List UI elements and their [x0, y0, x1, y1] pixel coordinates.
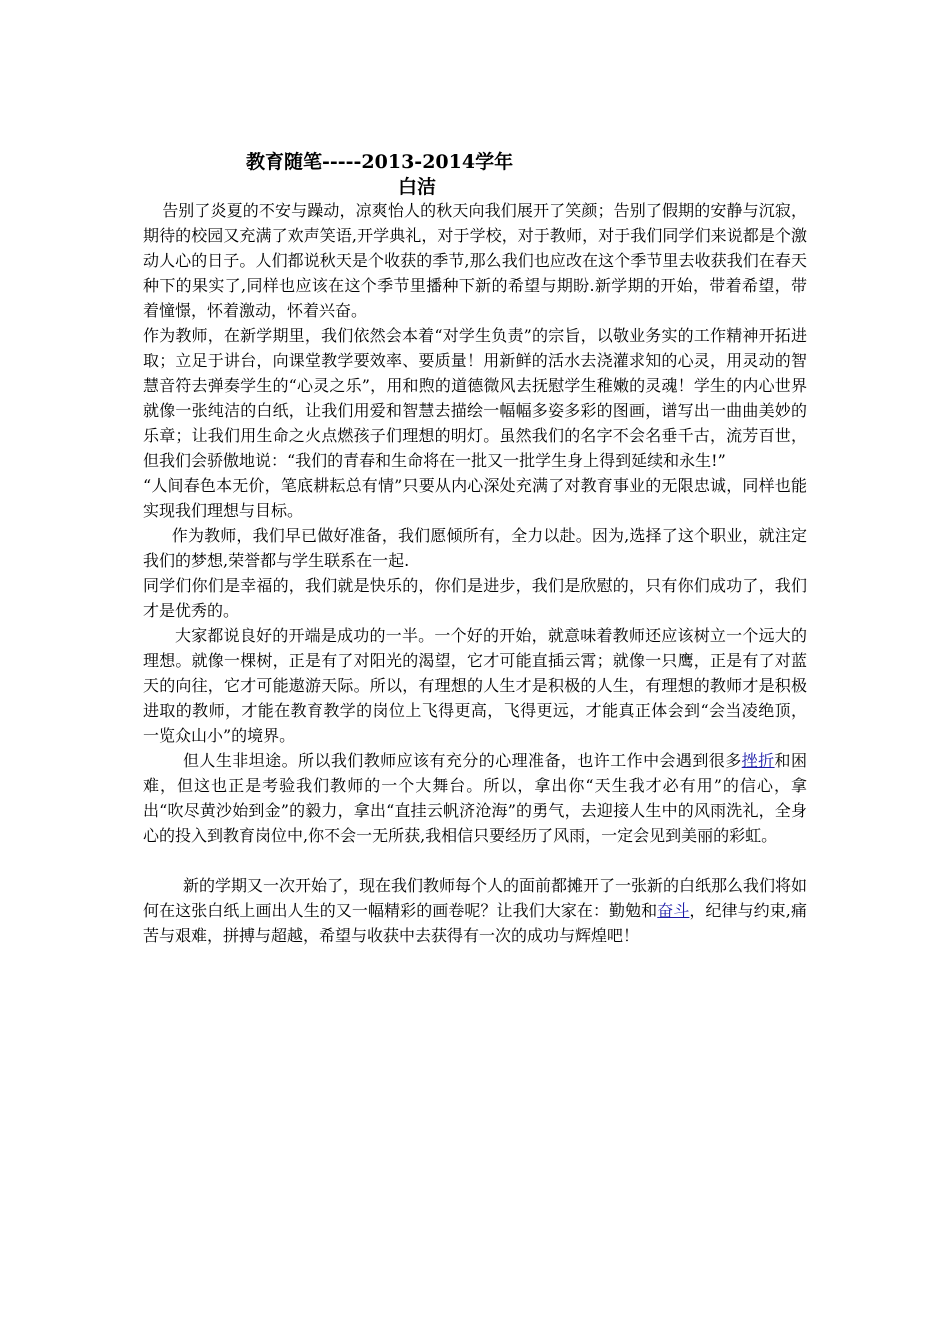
paragraph-8-text-before: 新的学期又一次开始了，现在我们教师每个人的面前都摊开了一张新的白纸那么我们将如何在这张白纸上画出人生的又一幅精彩的画卷呢？让我们大家在：勤勉和 — [143, 876, 808, 920]
paragraph-1: 告别了炎夏的不安与躁动，凉爽怡人的秋天向我们展开了笑颜；告别了假期的安静与沉寂，期待的校园又充满了欢声笑语,开学典礼，对于学校，对于教师，对于我们同学们来说都是个激动人心的日子。人们都说秋天是个收获的季节,那么我们也应改在这个季节里去收获我们在春天种下的果实了,同样也应该在这个季节里播种下新的希望与期盼.新学期的开始，带着希望，带着憧憬，怀着激动，怀着兴奋。 — [143, 201, 807, 320]
paragraph-8-text-after: ，纪律与约束,痛苦与艰难，拼搏与超越，希望与收获中去获得有一次的成功与辉煌吧！ — [143, 901, 807, 945]
document-title: 教育随笔-----2013-2014学年 — [246, 151, 514, 173]
document-body — [143, 198, 807, 948]
paragraph-8 — [143, 873, 807, 948]
paragraph-6: 大家都说良好的开端是成功的一半。一个好的开始，就意味着教师还应该树立一个远大的理想。就像一棵树，正是有了对阳光的渴望，它才可能直插云霄；就像一只鹰，正是有了对蓝天的向往，它才可能遨游天际。所以，有理想的人生才是积极的人生，有理想的教师才是积极进取的教师，才能在教育教学的岗位上飞得更高，飞得更远，才能真正体会到“会当凌绝顶，一览众山小”的境界。 — [143, 626, 807, 745]
paragraph-7-text-after: 和困难，但这也正是考验我们教师的一个大舞台。所以，拿出你“天生我才必有用”的信心，拿出“吹尽黄沙始到金”的毅力，拿出“直挂云帆济沧海”的勇气，去迎接人生中的风雨洗礼，全身心的投入到教育岗位中,你不会一无所获,我相信只要经历了风雨，一定会见到美丽的彩虹。 — [143, 751, 807, 845]
paragraph-3: “人间春色本无价，笔底耕耘总有情”只要从内心深处充满了对教育事业的无限忠诚，同样也能实现我们理想与目标。 — [143, 476, 807, 520]
document-author: 白洁 — [398, 176, 437, 198]
paragraph-2: 作为教师，在新学期里，我们依然会本着“对学生负责”的宗旨，以敬业务实的工作精神开拓进取；立足于讲台，向课堂教学要效率、要质量！用新鲜的活水去浇灌求知的心灵，用灵动的智慧音符去弹奏学生的“心灵之乐”，用和煦的道德微风去抚慰学生稚嫩的灵魂！学生的内心世界就像一张纯洁的白纸，让我们用爱和智慧去描绘一幅幅多姿多彩的图画，谱写出一曲曲美妙的乐章；让我们用生命之火点燃孩子们理想的明灯。虽然我们的名字不会名垂千古，流芳百世，但我们会骄傲地说：“我们的青春和生命将在一批又一批学生身上得到延续和永生!” — [143, 326, 807, 470]
paragraph-5: 同学们你们是幸福的，我们就是快乐的，你们是进步，我们是欣慰的，只有你们成功了，我们才是优秀的。 — [143, 576, 807, 620]
paragraph-7-text-before: 但人生非坦途。所以我们教师应该有充分的心理准备，也许工作中会遇到很多 — [183, 751, 742, 770]
blank-line — [143, 848, 807, 873]
paragraph-7 — [143, 748, 807, 848]
paragraph-4: 作为教师，我们早已做好准备，我们愿倾所有，全力以赴。因为,选择了这个职业，就注定我们的梦想,荣誉都与学生联系在一起. — [143, 526, 807, 570]
link-setback[interactable]: 挫折 — [741, 751, 775, 770]
link-struggle[interactable]: 奋斗 — [657, 901, 690, 920]
